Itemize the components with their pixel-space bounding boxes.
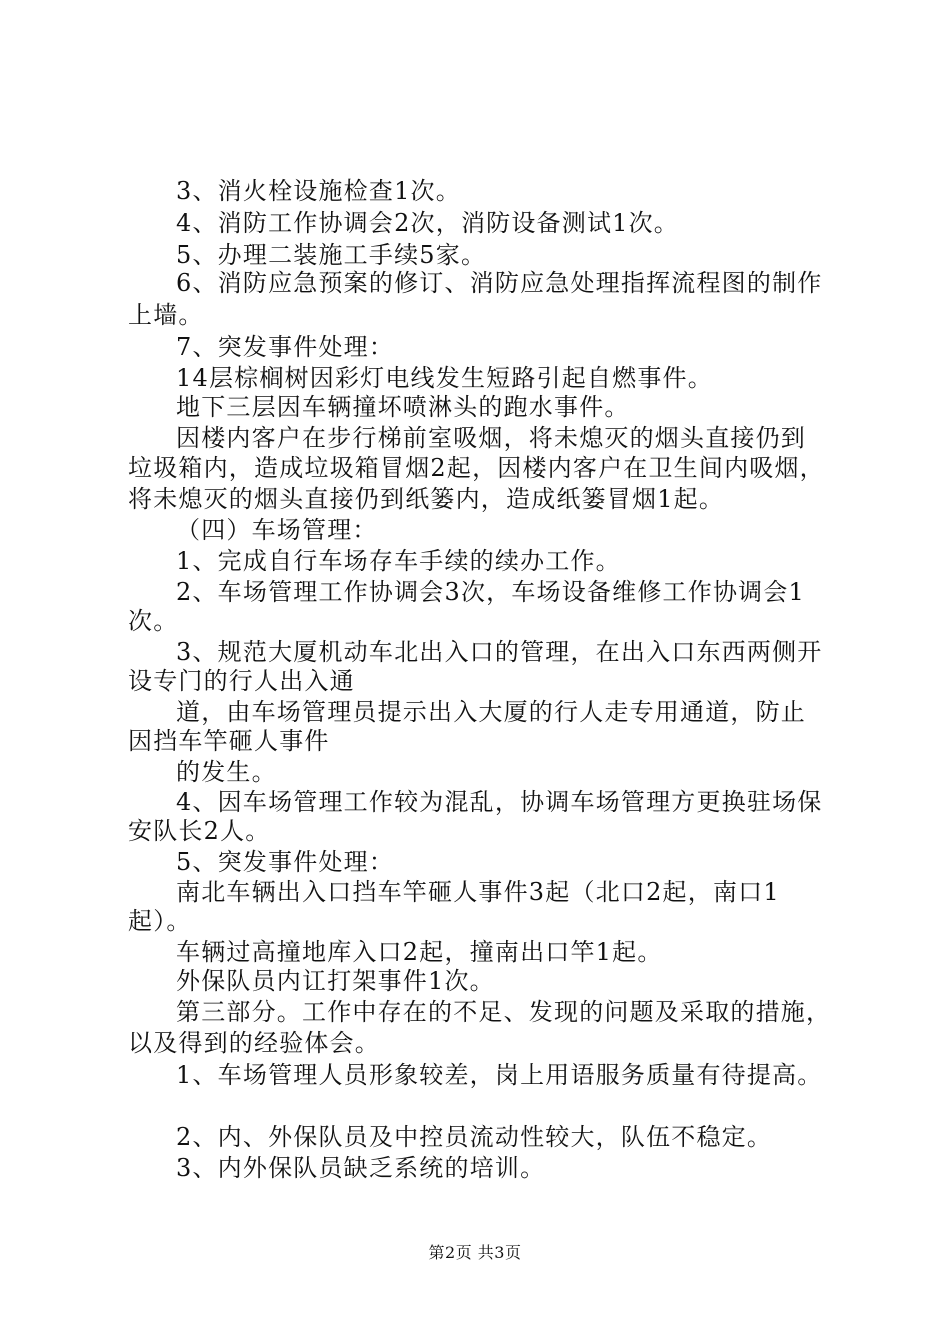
text-line: 的发生。 [176, 758, 277, 786]
text-line: 车辆过高撞地库入口2起，撞南出口竿1起。 [176, 938, 663, 966]
text-line: 3、规范大厦机动车北出入口的管理，在出入口东西两侧开 [176, 638, 823, 666]
text-line: 道，由车场管理员提示出入大厦的行人走专用通道，防止 [176, 698, 806, 726]
text-line: 7、突发事件处理： [176, 333, 395, 361]
text-line: 1、车场管理人员形象较差，岗上用语服务质量有待提高。 [176, 1061, 823, 1089]
text-line: 4、因车场管理工作较为混乱，协调车场管理方更换驻场保 [176, 788, 823, 816]
section-heading: 第三部分。工作中存在的不足、发现的问题及采取的措施， [176, 998, 832, 1026]
text-line: 南北车辆出入口挡车竿砸人事件3起（北口2起，南口1 [176, 878, 780, 906]
text-line: 将未熄灭的烟头直接仍到纸篓内，造成纸篓冒烟1起。 [128, 485, 725, 513]
text-line: 因挡车竿砸人事件 [128, 727, 330, 755]
text-line: 3、消火栓设施检查1次。 [176, 177, 461, 205]
text-line: 次。 [128, 607, 179, 635]
text-line: 垃圾箱内，造成垃圾箱冒烟2起，因楼内客户在卫生间内吸烟， [128, 454, 825, 482]
text-line: 5、突发事件处理： [176, 848, 395, 876]
section-heading: （四）车场管理： [176, 516, 378, 544]
page-footer: 第2页 共3页 [428, 1243, 522, 1262]
text-line: 2、车场管理工作协调会3次，车场设备维修工作协调会1 [176, 578, 806, 606]
text-line: 4、消防工作协调会2次，消防设备测试1次。 [176, 209, 680, 237]
text-line: 5、办理二装施工手续5家。 [176, 241, 487, 269]
text-line: 因楼内客户在步行梯前室吸烟，将未熄灭的烟头直接仍到 [176, 424, 806, 452]
text-line: 起）。 [128, 907, 192, 935]
text-line: 以及得到的经验体会。 [128, 1029, 380, 1057]
text-line: 3、内外保队员缺乏系统的培训。 [176, 1154, 546, 1182]
text-line: 安队长2人。 [128, 817, 271, 845]
text-line: 地下三层因车辆撞坏喷淋头的跑水事件。 [176, 393, 630, 421]
text-line: 上墙。 [128, 301, 204, 329]
text-line: 2、内、外保队员及中控员流动性较大，队伍不稳定。 [176, 1123, 773, 1151]
text-line: 设专门的行人出入通 [128, 667, 355, 695]
text-line: 6、消防应急预案的修订、消防应急处理指挥流程图的制作 [176, 269, 823, 297]
text-line: 外保队员内讧打架事件1次。 [176, 967, 495, 995]
text-line: 1、完成自行车场存车手续的续办工作。 [176, 547, 621, 575]
text-line: 14层棕榈树因彩灯电线发生短路引起自燃事件。 [176, 364, 713, 392]
